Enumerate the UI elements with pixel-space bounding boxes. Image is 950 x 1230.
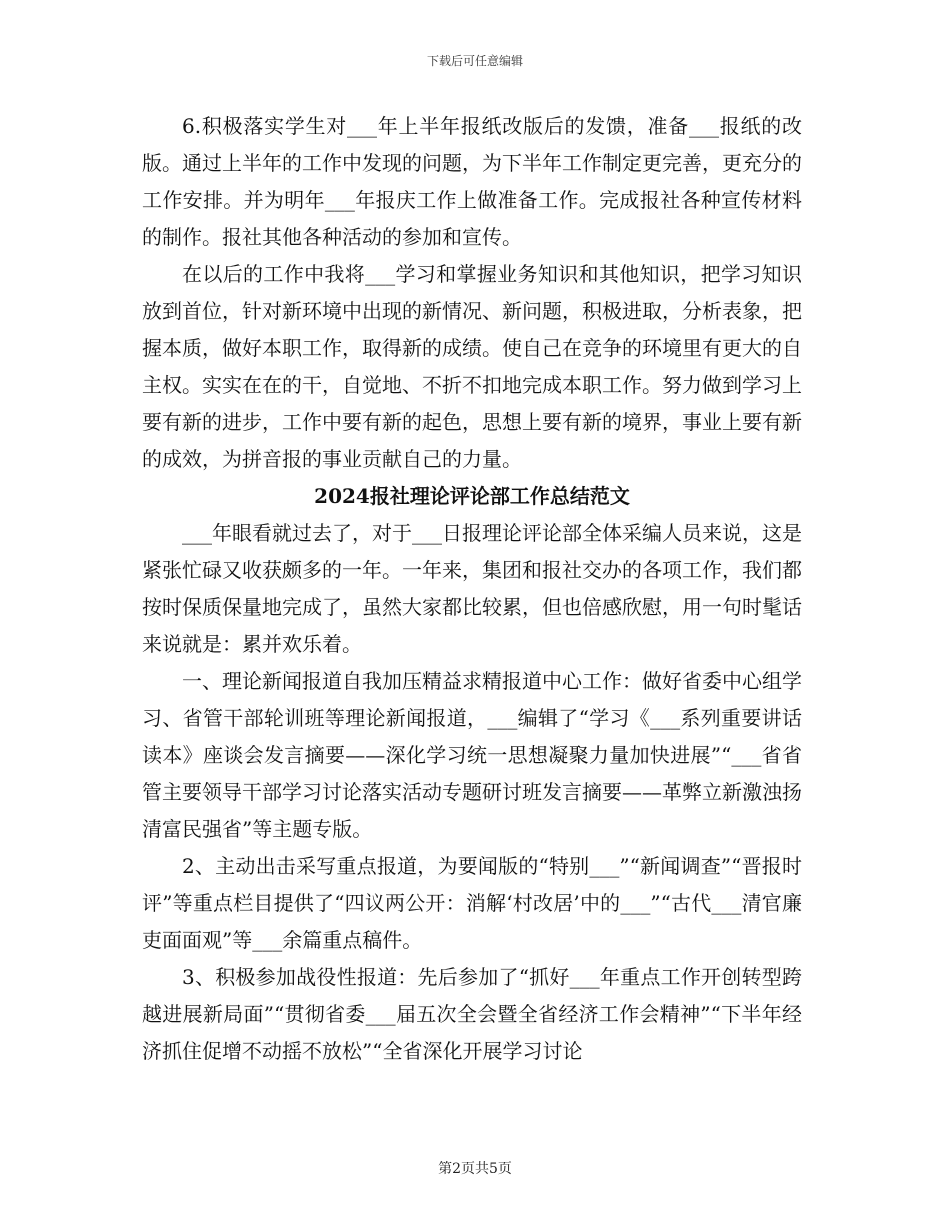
paragraph-future-work: 在以后的工作中我将___学习和掌握业务知识和其他知识，把学习知识放到首位，针对新环境中出现的新情况、新问题，积极进取，分析表象，把握本质，做好本职工作，取得新的成绩。使自己在竞争的环境里有更大的自主权。实实在在的干，自觉地、不折不扣地完成本职工作。努力做到学习上要有新的进步，工作中要有新的起色，思想上要有新的境界，事业上要有新的成效，为拼音报的事业贡献自己的力量。 bbox=[142, 262, 802, 471]
paragraph-campaign-reports: 3、积极参加战役性报道：先后参加了“抓好___年重点工作开创转型跨越进展新局面”“贯彻省委___届五次全会暨全省经济工作会精神”“下半年经济抓住促增不动摇不放松”“全省深化开展学习讨论 bbox=[142, 965, 802, 1063]
document-body bbox=[142, 108, 802, 1070]
page-number: 第2页共5页 bbox=[438, 1161, 512, 1177]
paragraph-key-reports: 2、主动出击采写重点报道，为要闻版的“特别___”“新闻调查”“晋报时评”等重点栏目提供了“四议两公开：消解‘村改居’中的___”“古代___清官廉吏面面观”等___余篇重点稿件。 bbox=[142, 854, 802, 952]
paragraph-theory-news: 一、理论新闻报道自我加压精益求精报道中心工作：做好省委中心组学习、省管干部轮训班等理论新闻报道，___编辑了“学习《___系列重要讲话读本》座谈会发言摘要——深化学习统一思想凝聚力量加快进展”“___省省管主要领导干部学习讨论落实活动专题研讨班发言摘要——革弊立新激浊扬清富民强省”等主题专版。 bbox=[142, 669, 802, 841]
paragraph-intro: ___年眼看就过去了，对于___日报理论评论部全体采编人员来说，这是紧张忙碌又收获颇多的一年。一年来，集团和报社交办的各项工作，我们都按时保质保量地完成了，虽然大家都比较累，但也倍感欣慰，用一句时髦话来说就是：累并欢乐着。 bbox=[142, 521, 802, 656]
paragraph-6: 6.积极落实学生对___年上半年报纸改版后的发馈，准备___报纸的改版。通过上半年的工作中发现的问题，为下半年工作制定更完善，更充分的工作安排。并为明年___年报庆工作上做准备工作。完成报社各种宣传材料的制作。报社其他各种活动的参加和宣传。 bbox=[142, 114, 802, 249]
section-title: 2024报社理论评论部工作总结范文 bbox=[314, 484, 630, 508]
page-header-note: 下载后可任意编辑 bbox=[426, 54, 523, 68]
